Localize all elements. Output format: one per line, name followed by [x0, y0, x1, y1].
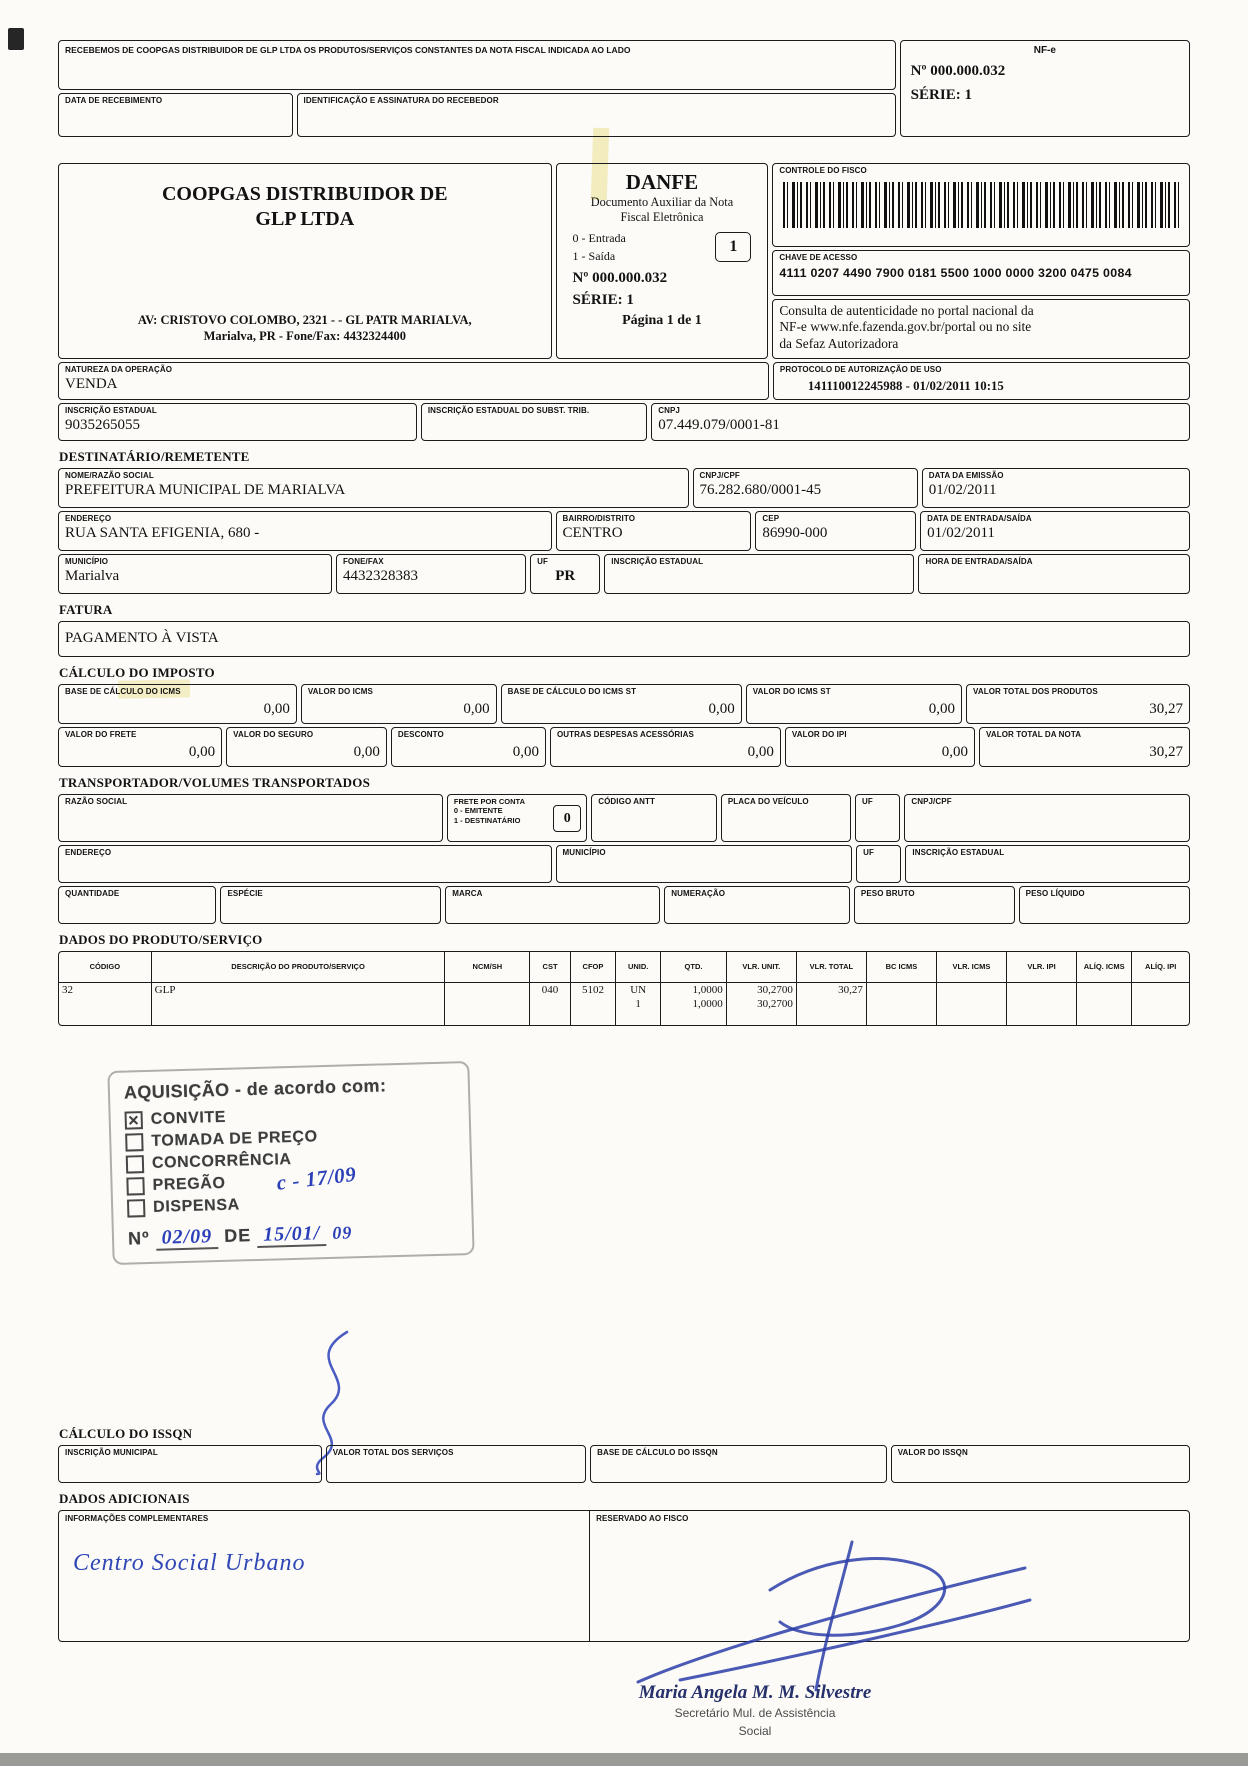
field-placa-veiculo — [721, 794, 851, 842]
field-label: DATA DA EMISSÃO — [928, 471, 1004, 480]
access-key-value: 4111 0207 4490 7900 0181 5500 1000 0000 3200 0475 0084 — [779, 265, 1132, 280]
field-label: CÓDIGO ANTT — [598, 797, 656, 806]
field-peso-bruto — [854, 886, 1015, 924]
fisco-control-box — [772, 163, 1190, 247]
authenticity-line3: da Sefaz Autorizadora — [779, 335, 899, 351]
issuer-address-line1: AV: CRISTOVO COLOMBO, 2321 - - GL PATR MARIALVA, — [137, 312, 472, 327]
field-value: 0,00 — [188, 743, 216, 760]
section-title-recipient: DESTINATÁRIO/REMETENTE — [59, 449, 250, 464]
field-carrier-name — [58, 794, 443, 842]
frete-value-box: 0 — [553, 805, 581, 832]
field-label: NATUREZA DA OPERAÇÃO — [65, 365, 173, 374]
table-row — [59, 983, 1189, 1025]
fisco-column — [772, 163, 1190, 359]
field-label: VALOR DO ICMS ST — [752, 687, 831, 696]
option-label: CONVITE — [150, 1108, 227, 1128]
field-label: FRETE POR CONTA — [453, 797, 525, 806]
entry-exit-wrap — [563, 225, 762, 265]
field-label: CNPJ — [658, 406, 680, 415]
entrada-option: 0 - Entrada — [572, 230, 626, 245]
column-header: NCM/SH — [445, 952, 530, 982]
field-codigo-antt — [591, 794, 717, 842]
field-label: HORA DE ENTRADA/SAÍDA — [925, 557, 1033, 566]
field-label: UF — [863, 848, 874, 857]
field-total-produtos — [966, 684, 1190, 724]
scan-artifact — [8, 28, 24, 50]
handwritten-number: 02/09 — [155, 1225, 218, 1251]
main-header — [58, 163, 1190, 359]
receipt-statement — [58, 40, 896, 90]
column-header: CFOP — [571, 952, 616, 982]
cell-vlr-total: 30,27 — [797, 983, 867, 1025]
field-label: CONTROLE DO FISCO — [779, 166, 867, 175]
column-header: ALÍQ. IPI — [1145, 961, 1177, 971]
field-label: BASE DE CÁLCULO DO ICMS — [65, 687, 181, 696]
danfe-page: Página 1 de 1 — [622, 312, 702, 328]
field-value: Marialva — [65, 567, 120, 584]
field-label: UF — [537, 557, 548, 566]
option-label: PREGÃO — [152, 1174, 226, 1194]
cell-vlr-icms — [937, 983, 1007, 1025]
field-desconto — [391, 727, 546, 767]
field-issuer-cnpj — [651, 403, 1190, 441]
danfe-subtitle-line1: Documento Auxiliar da Nota — [590, 195, 734, 209]
field-entry-time — [918, 554, 1190, 594]
cell-line: 1 — [635, 997, 641, 1010]
checkbox-icon — [126, 1177, 144, 1195]
product-table-header — [59, 952, 1189, 983]
column-header: UNID. — [616, 952, 661, 982]
field-label: VALOR TOTAL DA NOTA — [986, 730, 1082, 739]
stamp-de-label: DE — [223, 1225, 252, 1246]
registration-row — [58, 403, 1190, 441]
field-label: CHAVE DE ACESSO — [779, 253, 858, 262]
handwritten-year: 09 — [332, 1222, 353, 1243]
field-value: 01/02/2011 — [928, 481, 997, 498]
cell-descricao: GLP — [152, 983, 446, 1025]
field-label: OUTRAS DESPESAS ACESSÓRIAS — [556, 730, 694, 739]
field-bc-icms — [58, 684, 297, 724]
frete-option-0: 0 - EMITENTE — [453, 806, 503, 816]
field-label: PESO BRUTO — [860, 889, 915, 898]
signer-title-line1: Secretário Mul. de Assistência — [674, 1706, 836, 1720]
cell-vlr-unit — [727, 983, 797, 1025]
field-label: INSCRIÇÃO ESTADUAL — [65, 406, 157, 415]
field-label: VALOR DO ISSQN — [897, 1448, 968, 1457]
operation-row — [58, 362, 1190, 400]
stamp-number-line — [128, 1218, 459, 1250]
entry-exit-options — [573, 229, 626, 265]
field-label: DESCONTO — [397, 730, 444, 739]
cell-cst: 040 — [530, 983, 571, 1025]
stamp-region — [58, 1026, 1190, 1418]
cell-line: UN — [630, 984, 647, 996]
field-entry-date — [920, 511, 1190, 551]
cell-unid — [616, 983, 661, 1025]
stamp-option-dispensa — [127, 1190, 457, 1217]
field-label: FONE/FAX — [342, 557, 384, 566]
field-recipient-district — [556, 511, 752, 551]
field-total-servicos — [326, 1445, 586, 1483]
field-value: PREFEITURA MUNICIPAL DE MARIALVA — [65, 481, 346, 498]
field-bc-issqn — [590, 1445, 887, 1483]
column-header: DESCRIÇÃO DO PRODUTO/SERVIÇO — [152, 952, 446, 982]
field-label: UF — [862, 797, 873, 806]
field-operation-nature — [58, 362, 769, 400]
option-label: TOMADA DE PREÇO — [151, 1128, 318, 1150]
receipt-statement-text: RECEBEMOS DE COOPGAS DISTRIBUIDOR DE GLP LTDA OS PRODUTOS/SERVIÇOS CONSTANTES DA NOTA FISCAL INDICADA AO LADO — [65, 45, 631, 55]
tax-row-1 — [58, 684, 1190, 724]
authenticity-line1: Consulta de autenticidade no portal nacional da — [779, 303, 1034, 318]
field-label: VALOR DO SEGURO — [233, 730, 314, 739]
field-label: VALOR TOTAL DOS SERVIÇOS — [332, 1448, 454, 1457]
field-label: PLACA DO VEÍCULO — [727, 797, 809, 806]
field-payment-terms — [58, 621, 1190, 657]
receipt-nfe-box — [900, 40, 1190, 137]
field-label: QUANTIDADE — [65, 889, 120, 898]
cell-vlr-ipi — [1007, 983, 1077, 1025]
field-label: ESPÉCIE — [227, 889, 263, 898]
checkbox-icon — [126, 1155, 144, 1173]
signer-name: Maria Angela M. M. Silvestre — [638, 1682, 872, 1703]
checkbox-icon — [125, 1133, 143, 1151]
recipient-row-1 — [58, 468, 1190, 508]
handwritten-date: 15/01/ — [257, 1222, 327, 1248]
field-value: 07.449.079/0001-81 — [658, 416, 780, 433]
column-header: ALÍQ. ICMS — [1077, 952, 1132, 982]
field-value: 0,00 — [263, 700, 290, 717]
checkbox-icon — [127, 1199, 145, 1217]
field-label: NOME/RAZÃO SOCIAL — [65, 471, 154, 480]
field-value: PR — [555, 567, 576, 584]
section-title-invoice: FATURA — [59, 602, 113, 617]
danfe-subtitle-line2: Fiscal Eletrônica — [620, 209, 704, 224]
carrier-row-1 — [58, 794, 1190, 842]
field-value: 141110012245988 - 01/02/2011 10:15 — [807, 378, 1004, 393]
field-state-registration-subst — [421, 403, 647, 441]
field-label: ENDEREÇO — [65, 848, 112, 857]
field-value: 0,00 — [708, 700, 735, 717]
cell-codigo: 32 — [59, 983, 152, 1025]
column-header: VLR. UNIT. — [727, 952, 797, 982]
carrier-row-3 — [58, 886, 1190, 924]
carrier-row-2 — [58, 845, 1190, 883]
field-recipient-phone — [336, 554, 526, 594]
invoice-row — [58, 621, 1190, 657]
checkbox-icon — [125, 1111, 143, 1129]
issqn-row — [58, 1445, 1190, 1483]
field-recipient-ie — [604, 554, 914, 594]
field-outras-despesas — [550, 727, 781, 767]
stamp-title: AQUISIÇÃO - de acordo com: — [123, 1075, 387, 1103]
handwritten-note: c - 17/09 — [275, 1161, 358, 1195]
option-label: DISPENSA — [152, 1196, 240, 1216]
issuer-address — [69, 312, 541, 345]
receipt-stub — [58, 40, 1190, 137]
field-label: MUNICÍPIO — [65, 557, 109, 566]
access-key-box — [772, 250, 1190, 296]
field-label: CNPJ/CPF — [699, 471, 740, 480]
column-header: VLR. TOTAL — [797, 952, 867, 982]
cell-aliq-icms — [1077, 983, 1132, 1025]
field-numeracao — [664, 886, 850, 924]
cell-bc-icms — [867, 983, 937, 1025]
column-header: BC ICMS — [867, 952, 937, 982]
field-receipt-date — [58, 93, 293, 137]
issuer-name-line1: COOPGAS DISTRIBUIDOR DE — [161, 183, 448, 205]
field-valor-seguro — [226, 727, 387, 767]
cell-ncm — [445, 983, 530, 1025]
cell-qtd — [661, 983, 727, 1025]
issuer-name — [69, 182, 541, 232]
field-label: NUMERAÇÃO — [671, 889, 726, 898]
field-value: 86990-000 — [762, 524, 828, 541]
column-header: QTD. — [661, 952, 727, 982]
field-receipt-signature — [297, 93, 896, 137]
field-label: INFORMAÇÕES COMPLEMENTARES — [65, 1514, 209, 1523]
field-value: 30,27 — [1149, 743, 1183, 760]
field-state-registration — [58, 403, 417, 441]
field-carrier-uf — [855, 794, 900, 842]
field-recipient-name — [58, 468, 689, 508]
field-label: ENDEREÇO — [65, 514, 112, 523]
nfe-series: SÉRIE: 1 — [910, 87, 972, 103]
field-label: DATA DE RECEBIMENTO — [65, 96, 163, 105]
field-label: RAZÃO SOCIAL — [65, 797, 128, 806]
field-label: MARCA — [452, 889, 483, 898]
field-recipient-cep — [755, 511, 916, 551]
complementary-info-cell — [59, 1511, 590, 1641]
field-label: INSCRIÇÃO ESTADUAL — [611, 557, 704, 566]
column-header: CST — [530, 952, 571, 982]
field-recipient-cnpj — [693, 468, 918, 508]
column-header: CÓDIGO — [59, 952, 152, 982]
check-mark: ✕ — [127, 1112, 141, 1129]
scan-edge — [0, 1753, 1248, 1766]
nfe-badge: NF-e — [1033, 45, 1056, 56]
saida-option: 1 - Saída — [572, 248, 616, 263]
field-emission-date — [922, 468, 1190, 508]
field-label: CNPJ/CPF — [911, 797, 952, 806]
section-title-tax: CÁLCULO DO IMPOSTO — [59, 665, 215, 680]
cell-line: 30,2700 — [757, 984, 793, 996]
cell-aliq-ipi — [1132, 983, 1189, 1025]
nfe-number: Nº 000.000.032 — [910, 63, 1006, 79]
danfe-series: SÉRIE: 1 — [572, 291, 634, 308]
field-carrier-city — [556, 845, 853, 883]
field-recipient-city — [58, 554, 332, 594]
field-label: INSCRIÇÃO ESTADUAL — [912, 848, 1005, 857]
signature-block — [615, 1682, 895, 1739]
danfe-title: DANFE — [625, 170, 699, 194]
field-label: VALOR TOTAL DOS PRODUTOS — [972, 687, 1098, 696]
field-carrier-cnpj — [904, 794, 1190, 842]
field-value: 0,00 — [353, 743, 380, 760]
receipt-stub-left — [58, 40, 896, 137]
recipient-row-2 — [58, 511, 1190, 551]
frete-option-1: 1 - DESTINATÁRIO — [453, 815, 521, 825]
field-value: 01/02/2011 — [927, 524, 995, 541]
field-valor-icms-st — [746, 684, 962, 724]
field-value: 76.282.680/0001-45 — [699, 481, 822, 498]
authenticity-line2: NF-e www.nfe.fazenda.gov.br/portal ou no site — [779, 319, 1032, 335]
section-title-products: DADOS DO PRODUTO/SERVIÇO — [59, 932, 263, 947]
field-label: DATA DE ENTRADA/SAÍDA — [927, 514, 1032, 523]
field-label: PROTOCOLO DE AUTORIZAÇÃO DE USO — [779, 365, 942, 374]
field-value: CENTRO — [562, 524, 623, 541]
field-label: BASE DE CÁLCULO DO ICMS ST — [507, 687, 637, 696]
field-marca — [445, 886, 660, 924]
danfe-box — [556, 163, 769, 359]
field-label: MUNICÍPIO — [562, 848, 606, 857]
cell-line: 1,0000 — [692, 997, 723, 1010]
field-label: INSCRIÇÃO MUNICIPAL — [65, 1448, 158, 1457]
section-title-additional: DADOS ADICIONAIS — [59, 1491, 190, 1506]
danfe-number: Nº 000.000.032 — [572, 269, 668, 286]
acquisition-stamp — [107, 1061, 474, 1265]
issuer-box — [58, 163, 552, 359]
cell-line: 1,0000 — [692, 984, 723, 996]
field-value: 0,00 — [463, 700, 490, 717]
field-valor-frete — [58, 727, 222, 767]
field-label: INSCRIÇÃO ESTADUAL DO SUBST. TRIB. — [427, 406, 590, 415]
field-value: 9035265055 — [65, 416, 140, 433]
field-valor-icms — [301, 684, 497, 724]
field-authorization-protocol — [773, 362, 1190, 400]
cell-cfop: 5102 — [571, 983, 616, 1025]
handwritten-complementary-info: Centro Social Urbano — [73, 1549, 306, 1576]
receipt-sub-row — [58, 93, 896, 137]
field-label: VALOR DO IPI — [791, 730, 847, 739]
column-header: VLR. IPI — [1007, 952, 1077, 982]
barcode — [783, 182, 1179, 228]
field-carrier-uf-2 — [856, 845, 901, 883]
field-value: RUA SANTA EFIGENIA, 680 - — [65, 524, 260, 541]
field-bc-icms-st — [501, 684, 742, 724]
signature-strokes — [620, 1530, 1040, 1700]
field-value: 0,00 — [928, 700, 955, 717]
issuer-name-line2: GLP LTDA — [255, 208, 355, 230]
field-total-nota — [979, 727, 1190, 767]
field-label: CEP — [762, 514, 780, 523]
field-valor-ipi — [785, 727, 975, 767]
field-value: 30,27 — [1149, 700, 1183, 717]
field-value: VENDA — [65, 375, 118, 392]
field-inscricao-municipal — [58, 1445, 322, 1483]
field-frete-por-conta — [447, 794, 587, 842]
field-peso-liquido — [1019, 886, 1190, 924]
field-carrier-address — [58, 845, 552, 883]
field-quantidade — [58, 886, 216, 924]
field-especie — [220, 886, 441, 924]
column-header: VLR. ICMS — [937, 952, 1007, 982]
field-label: VALOR DO FRETE — [65, 730, 137, 739]
field-label: IDENTIFICAÇÃO E ASSINATURA DO RECEBEDOR — [303, 96, 499, 105]
field-recipient-address — [58, 511, 552, 551]
recipient-row-3 — [58, 554, 1190, 594]
field-value: PAGAMENTO À VISTA — [65, 630, 219, 646]
operation-type-box: 1 — [715, 232, 751, 262]
field-label: BAIRRO/DISTRITO — [562, 514, 636, 523]
field-label: VALOR DO ICMS — [307, 687, 373, 696]
tax-row-2 — [58, 727, 1190, 767]
field-label: RESERVADO AO FISCO — [596, 1514, 689, 1523]
issuer-address-line2: Marialva, PR - Fone/Fax: 4432324400 — [203, 328, 406, 343]
signer-title-line2: Social — [738, 1723, 772, 1738]
field-value: 0,00 — [747, 743, 774, 760]
field-label: BASE DE CÁLCULO DO ISSQN — [597, 1448, 718, 1457]
section-title-issqn: CÁLCULO DO ISSQN — [59, 1426, 193, 1441]
stamp-number-prefix: Nº — [127, 1227, 150, 1249]
field-carrier-ie — [905, 845, 1190, 883]
field-recipient-uf — [530, 554, 600, 594]
section-title-carrier: TRANSPORTADOR/VOLUMES TRANSPORTADOS — [59, 775, 371, 790]
field-value: 0,00 — [941, 743, 969, 760]
product-table — [58, 951, 1190, 1026]
field-valor-issqn — [891, 1445, 1190, 1483]
field-value: 4432328383 — [342, 567, 418, 584]
field-value: 0,00 — [512, 743, 539, 760]
option-label: CONCORRÊNCIA — [151, 1150, 292, 1172]
field-label: PESO LÍQUIDO — [1025, 889, 1085, 898]
cell-line: 30,2700 — [757, 997, 793, 1010]
authenticity-note-box — [772, 299, 1190, 359]
